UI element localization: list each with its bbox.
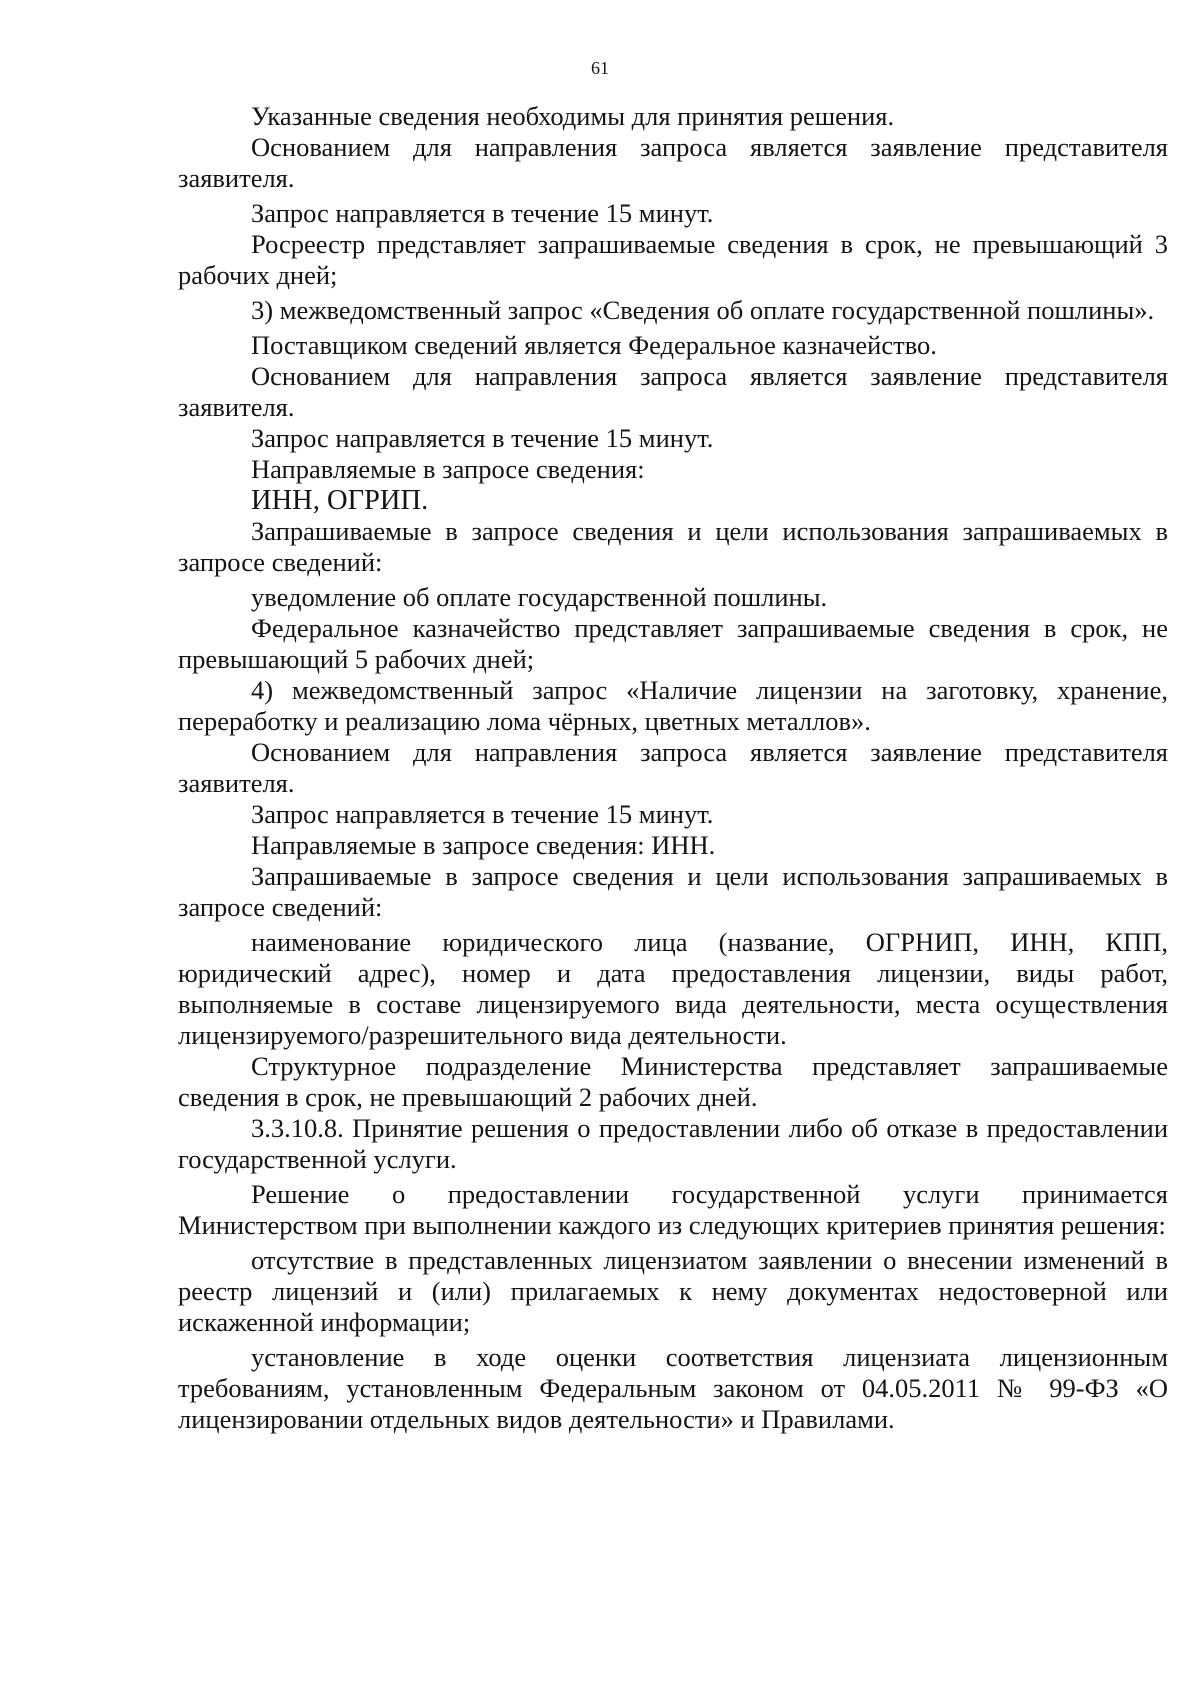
paragraph: Направляемые в запросе сведения: (251, 454, 645, 484)
paragraph: Запрос направляется в течение 15 минут. (251, 198, 714, 228)
document-body (178, 101, 1168, 1435)
page-number: 61 (591, 58, 609, 78)
paragraph: Запрос направляется в течение 15 минут. (251, 423, 714, 453)
paragraph: ИНН, ОГРИП. (251, 485, 429, 516)
paragraph: Запрос направляется в течение 15 минут. (251, 799, 714, 829)
paragraph: Основанием для направления запроса является заявление представителя заявителя. (178, 361, 1168, 422)
paragraph: уведомление об оплате государственной пошлины. (251, 582, 828, 612)
paragraph: Направляемые в запросе сведения: ИНН. (251, 830, 716, 860)
paragraph: отсутствие в представленных лицензиатом заявлении о внесении изменений в реестр лицензий и (или) прилагаемых к нему документах недостоверной или искаженной информации; (178, 1245, 1168, 1337)
paragraph: Росреестр представляет запрашиваемые сведения в срок, не превышающий 3 рабочих дней; (178, 229, 1168, 290)
paragraph: 4) межведомственный запрос «Наличие лицензии на заготовку, хранение, переработку и реализацию лома чёрных, цветных металлов». (178, 675, 1168, 736)
paragraph: Запрашиваемые в запросе сведения и цели использования запрашиваемых в запросе сведений: (178, 861, 1168, 922)
paragraph: 3.3.10.8. Принятие решения о предоставлении либо об отказе в предоставлении государственной услуги. (178, 1113, 1168, 1174)
paragraph: Решение о предоставлении государственной услуги принимается Министерством при выполнении каждого из следующих критериев принятия решения: (178, 1179, 1168, 1240)
paragraph: Указанные сведения необходимы для принятия решения. (251, 101, 895, 131)
paragraph: Федеральное казначейство представляет запрашиваемые сведения в срок, не превышающий 5 рабочих дней; (178, 613, 1168, 674)
paragraph: Запрашиваемые в запросе сведения и цели использования запрашиваемых в запросе сведений: (178, 516, 1168, 577)
paragraph: установление в ходе оценки соответствия лицензиата лицензионным требованиям, установленным Федеральным законом от 04.05.2011 № 99-ФЗ «О лицензировании отдельных видов деятельности» и Правилами. (178, 1342, 1168, 1434)
paragraph: Основанием для направления запроса является заявление представителя заявителя. (178, 737, 1168, 798)
paragraph: Поставщиком сведений является Федеральное казначейство. (251, 330, 937, 360)
paragraph: Структурное подразделение Министерства представляет запрашиваемые сведения в срок, не превышающий 2 рабочих дней. (178, 1051, 1168, 1112)
paragraph: 3) межведомственный запрос «Сведения об оплате государственной пошлины». (251, 295, 1155, 325)
paragraph: Основанием для направления запроса является заявление представителя заявителя. (178, 132, 1168, 193)
paragraph: наименование юридического лица (название, ОГРНИП, ИНН, КПП, юридический адрес), номер и дата предоставления лицензии, виды работ, выполняемые в составе лицензируемого вида деятельности, места осуществления лицензируемого/разрешительного вида деятельности. (178, 927, 1168, 1050)
